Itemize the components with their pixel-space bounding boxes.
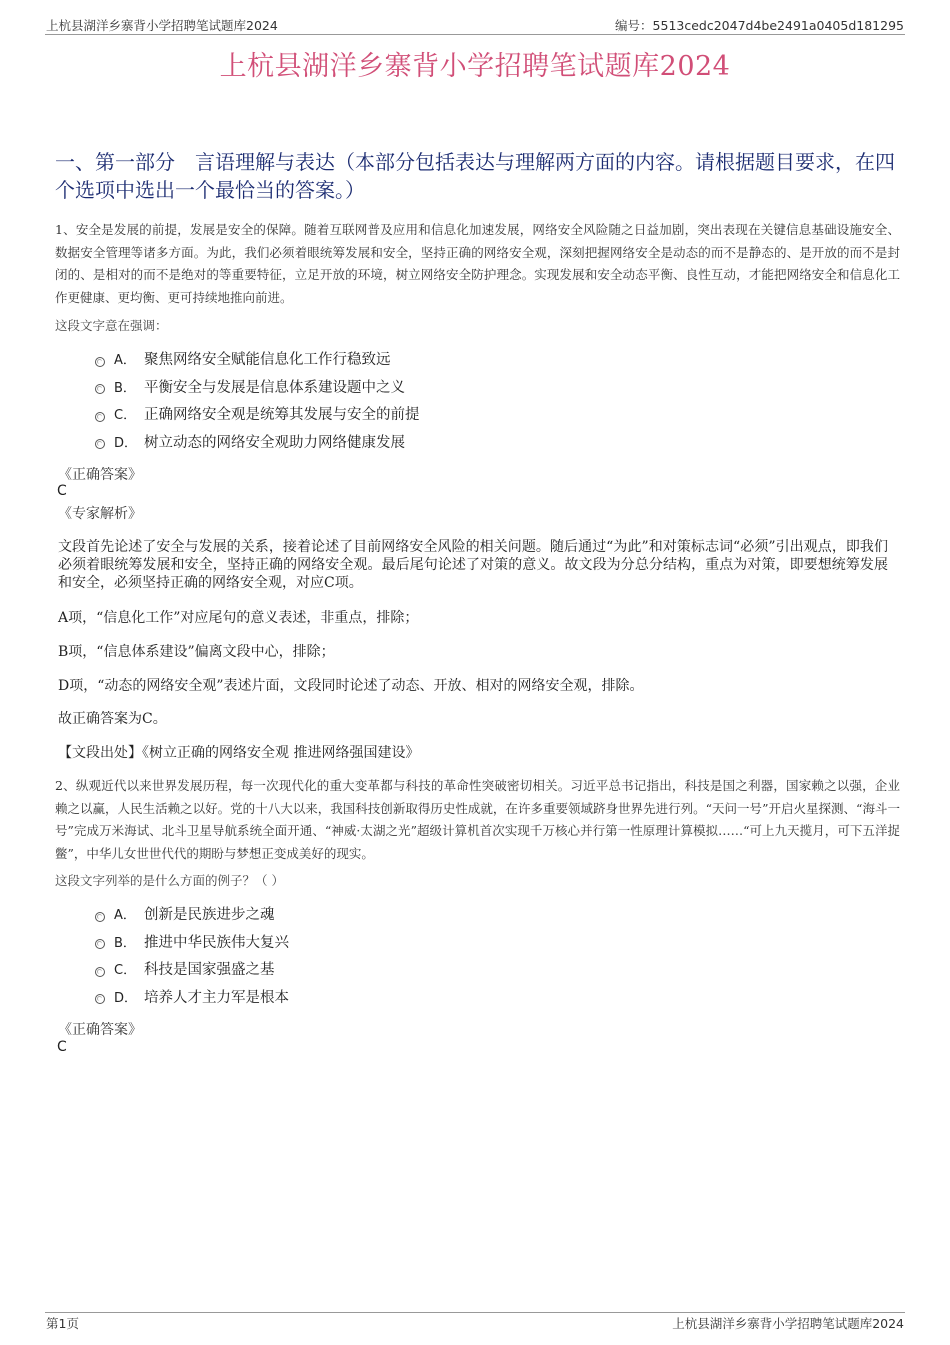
section-heading: 一、第一部分 言语理解与表达（本部分包括表达与理解两方面的内容。请根据题目要求，在四个选项中选出一个最恰当的答案。） [55, 150, 895, 202]
radio-icon[interactable] [95, 967, 105, 977]
question-1-answer-label: 《正确答案》 [58, 467, 142, 483]
question-1-answer: C [57, 483, 67, 499]
radio-icon[interactable] [95, 912, 105, 922]
question-1-option-b[interactable]: B． 平衡安全与发展是信息体系建设题中之义 [95, 373, 420, 401]
question-2-option-b[interactable]: B． 推进中华民族伟大复兴 [95, 928, 289, 956]
header-doc-id: 编号：5513cedc2047d4be2491a0405d181295 [615, 18, 904, 33]
radio-icon[interactable] [95, 412, 105, 422]
footer-page-number: 第1页 [46, 1316, 79, 1331]
question-1-options [95, 345, 420, 455]
question-1-note-b: B项，“信息体系建设”偏离文段中心，排除； [58, 644, 335, 660]
question-2-answer-label: 《正确答案》 [58, 1022, 142, 1038]
option-text: 培养人才主力军是根本 [144, 989, 289, 1006]
question-2-answer: C [57, 1039, 67, 1055]
document-title: 上杭县湖洋乡寨背小学招聘笔试题库2024 [219, 51, 731, 82]
question-2-option-c[interactable]: C． 科技是国家强盛之基 [95, 955, 289, 983]
option-text: 创新是民族进步之魂 [144, 907, 275, 924]
question-1-note-d: D项，“动态的网络安全观”表述片面，文段同时论述了动态、开放、相对的网络安全观，排除。 [58, 678, 644, 694]
question-1-source: 【文段出处】《树立正确的网络安全观 推进网络强国建设》 [58, 745, 420, 761]
header-title: 上杭县湖洋乡寨背小学招聘笔试题库2024 [46, 18, 278, 33]
option-text: 推进中华民族伟大复兴 [144, 934, 289, 951]
option-text: 聚焦网络安全赋能信息化工作行稳致远 [144, 352, 391, 369]
question-1-option-c[interactable]: C． 正确网络安全观是统筹其发展与安全的前提 [95, 400, 420, 428]
option-text: 正确网络安全观是统筹其发展与安全的前提 [144, 407, 420, 424]
question-2-option-d[interactable]: D． 培养人才主力军是根本 [95, 983, 289, 1011]
option-text: 平衡安全与发展是信息体系建设题中之义 [144, 379, 405, 396]
radio-icon[interactable] [95, 439, 105, 449]
question-2-stem: 2、纵观近代以来世界发展历程，每一次现代化的重大变革都与科技的革命性突破密切相关。习近平总书记指出，科技是国之利器，国家赖之以强，企业赖之以赢，人民生活赖之以好。党的十八大以来，我国科技创新取得历史性成就，在许多重要领域跻身世界先进行列。“天问一号”开启火星探测、“海斗一号”完成万米海试、北斗卫星导航系统全面开通、“神威·太湖之光”超级计算机首次实现千万核心并行第一性原理计算模拟……“可上九天揽月，可下五洋捉鳖”，中华儿女世世代代的期盼与梦想正变成美好的现实。 [55, 778, 900, 861]
footer-divider [45, 1312, 905, 1313]
option-text: 树立动态的网络安全观助力网络健康发展 [144, 434, 405, 451]
radio-icon[interactable] [95, 357, 105, 367]
question-1-prompt: 这段文字意在强调： [55, 318, 168, 333]
question-1-stem: 1、安全是发展的前提，发展是安全的保障。随着互联网普及应用和信息化加速发展，网络安全风险随之日益加剧，突出表现在关键信息基础设施安全、数据安全管理等诸多方面。为此，我们必须着眼统筹发展和安全，坚持正确的网络安全观，深刻把握网络安全是动态的而不是静态的、是开放的而不是封闭的、是相对的而不是绝对的等重要特征，立足开放的环境，树立网络安全防护理念。实现发展和安全动态平衡、良性互动，才能把网络安全和信息化工作更健康、更均衡、更可持续地推向前进。 [55, 222, 900, 305]
radio-icon[interactable] [95, 939, 105, 949]
question-1-conclusion: 故正确答案为C。 [58, 711, 167, 727]
radio-icon[interactable] [95, 384, 105, 394]
question-1-option-d[interactable]: D． 树立动态的网络安全观助力网络健康发展 [95, 428, 420, 456]
question-2-options [95, 900, 289, 1010]
question-1-analysis-label: 《专家解析》 [58, 506, 142, 522]
question-1-note-a: A项，“信息化工作”对应尾句的意义表述，非重点，排除； [58, 610, 419, 626]
question-1-option-a[interactable]: A． 聚焦网络安全赋能信息化工作行稳致远 [95, 345, 420, 373]
header-divider [45, 34, 905, 35]
question-1-analysis: 文段首先论述了安全与发展的关系，接着论述了目前网络安全风险的相关问题。随后通过“为此”和对策标志词“必须”引出观点，即我们必须着眼统筹发展和安全，坚持正确的网络安全观。最后尾句论述了对策的意义。故文段为分总分结构，重点为对策，即要想统筹发展和安全，必须坚持正确的网络安全观，对应C项。 [58, 539, 888, 591]
footer-title: 上杭县湖洋乡寨背小学招聘笔试题库2024 [672, 1316, 904, 1331]
question-2-prompt: 这段文字列举的是什么方面的例子？（ ） [55, 873, 284, 888]
radio-icon[interactable] [95, 994, 105, 1004]
option-text: 科技是国家强盛之基 [144, 962, 275, 979]
question-2-option-a[interactable]: A． 创新是民族进步之魂 [95, 900, 289, 928]
